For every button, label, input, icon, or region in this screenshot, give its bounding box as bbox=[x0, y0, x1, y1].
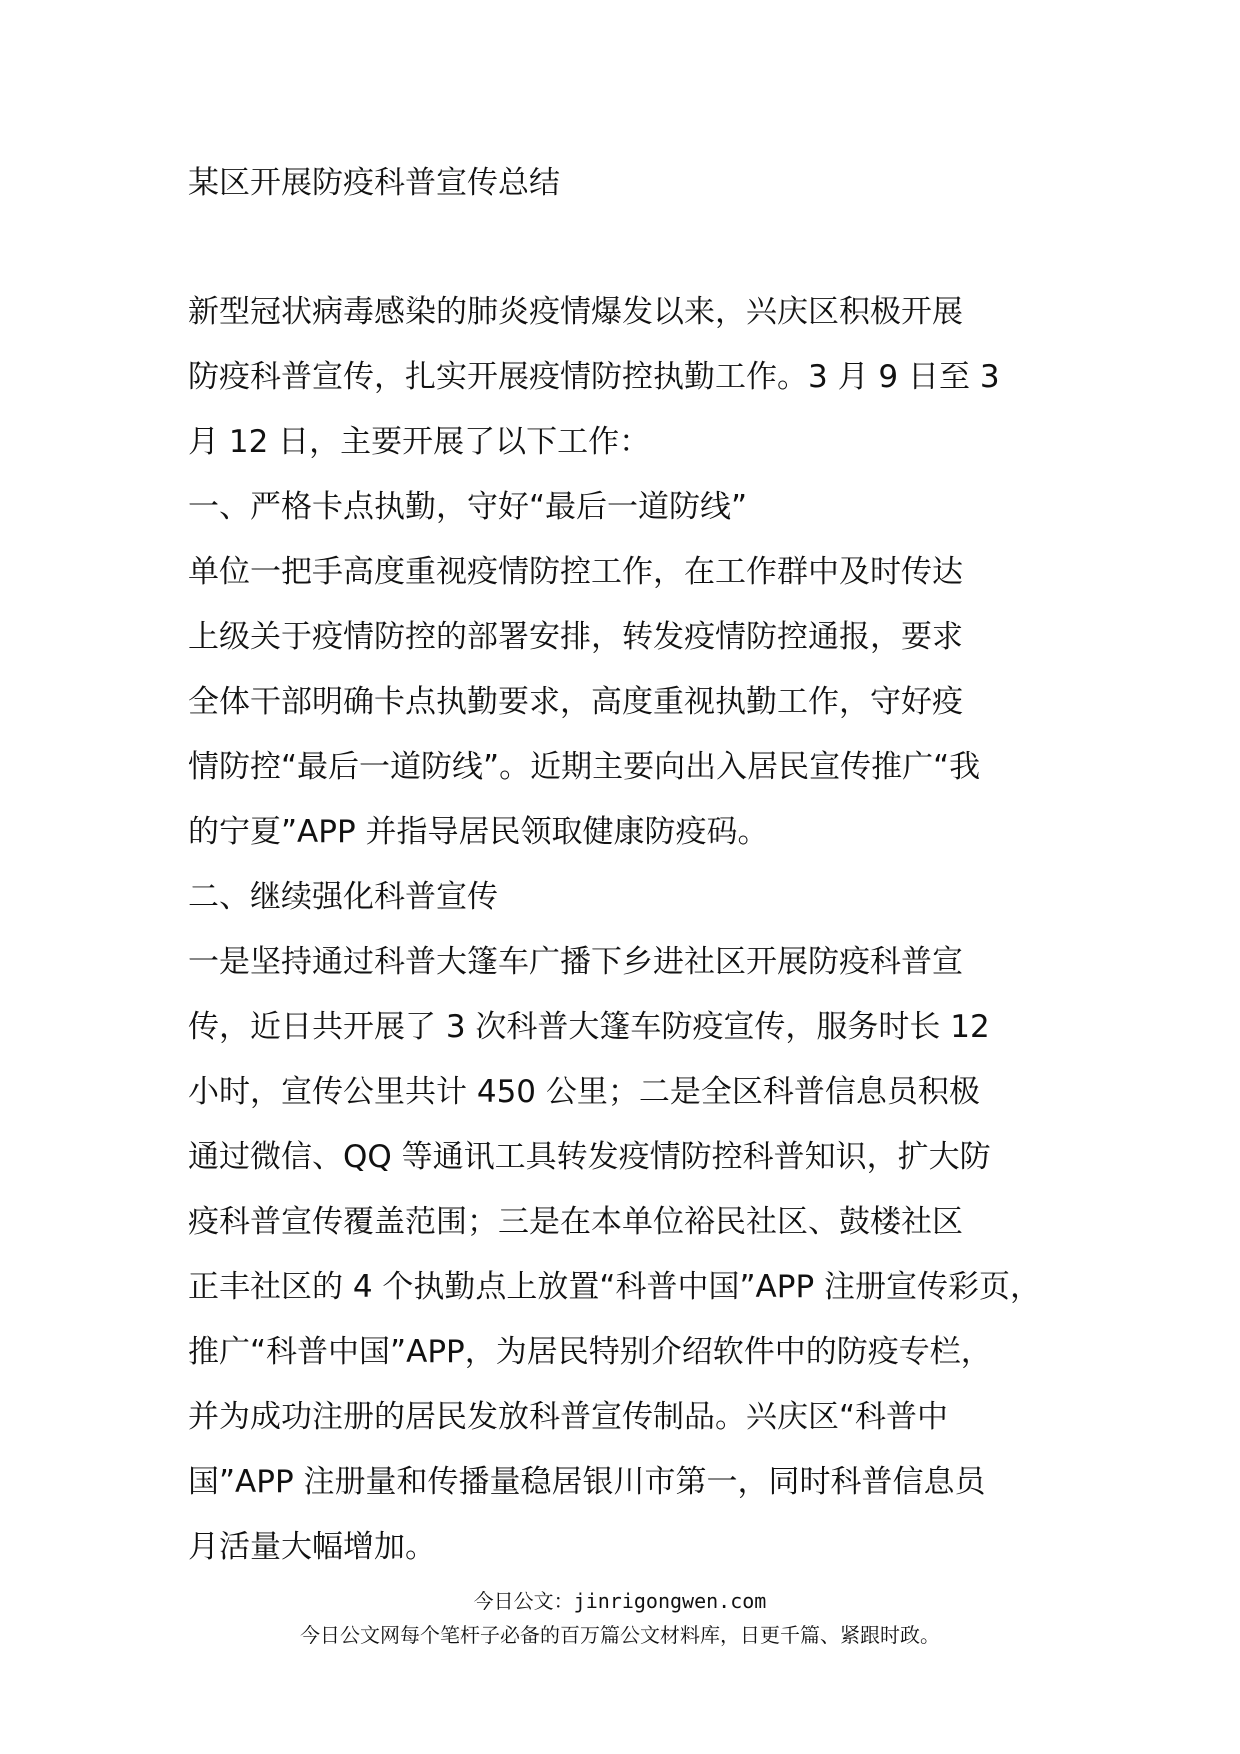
footer-source bbox=[0, 1588, 1240, 1614]
body-line: 国”APP 注册量和传播量稳居银川市第一，同时科普信息员 bbox=[188, 1464, 986, 1500]
body-line: 全体干部明确卡点执勤要求，高度重视执勤工作，守好疫 bbox=[188, 684, 963, 720]
body-line: 推广“科普中国”APP，为居民特别介绍软件中的防疫专栏， bbox=[188, 1334, 992, 1370]
body-line: 月活量大幅增加。 bbox=[188, 1529, 436, 1565]
body-line: 的宁夏”APP 并指导居民领取健康防疫码。 bbox=[188, 814, 769, 850]
body-line: 通过微信、QQ 等通讯工具转发疫情防控科普知识，扩大防 bbox=[188, 1139, 991, 1175]
body-line: 上级关于疫情防控的部署安排，转发疫情防控通报，要求 bbox=[188, 619, 963, 655]
body-line: 传，近日共开展了 3 次科普大篷车防疫宣传，服务时长 12 bbox=[188, 1009, 990, 1045]
footer-slogan: 今日公文网每个笔杆子必备的百万篇公文材料库，日更千篇、紧跟时政。 bbox=[300, 1623, 940, 1647]
footer-label: 今日公文： bbox=[473, 1589, 574, 1613]
body-line: 新型冠状病毒感染的肺炎疫情爆发以来，兴庆区积极开展 bbox=[188, 294, 963, 330]
document-title: 某区开展防疫科普宣传总结 bbox=[188, 165, 560, 201]
body-line: 单位一把手高度重视疫情防控工作，在工作群中及时传达 bbox=[188, 554, 963, 590]
body-line: 月 12 日，主要开展了以下工作： bbox=[188, 424, 651, 460]
section-heading: 二、继续强化科普宣传 bbox=[188, 879, 498, 915]
body-line: 正丰社区的 4 个执勤点上放置“科普中国”APP 注册宣传彩页， bbox=[188, 1269, 1041, 1305]
section-heading: 一、严格卡点执勤，守好“最后一道防线” bbox=[188, 489, 748, 525]
body-line: 一是坚持通过科普大篷车广播下乡进社区开展防疫科普宣 bbox=[188, 944, 963, 980]
body-line: 防疫科普宣传，扎实开展疫情防控执勤工作。3 月 9 日至 3 bbox=[188, 359, 1000, 395]
body-line: 情防控“最后一道防线”。近期主要向出入居民宣传推广“我 bbox=[188, 749, 981, 785]
document-body bbox=[188, 292, 1068, 1592]
footer-url: jinrigongwen.com bbox=[573, 1589, 767, 1613]
body-line: 小时，宣传公里共计 450 公里；二是全区科普信息员积极 bbox=[188, 1074, 980, 1110]
body-line: 并为成功注册的居民发放科普宣传制品。兴庆区“科普中 bbox=[188, 1399, 949, 1435]
body-line: 疫科普宣传覆盖范围；三是在本单位裕民社区、鼓楼社区 bbox=[188, 1204, 963, 1240]
